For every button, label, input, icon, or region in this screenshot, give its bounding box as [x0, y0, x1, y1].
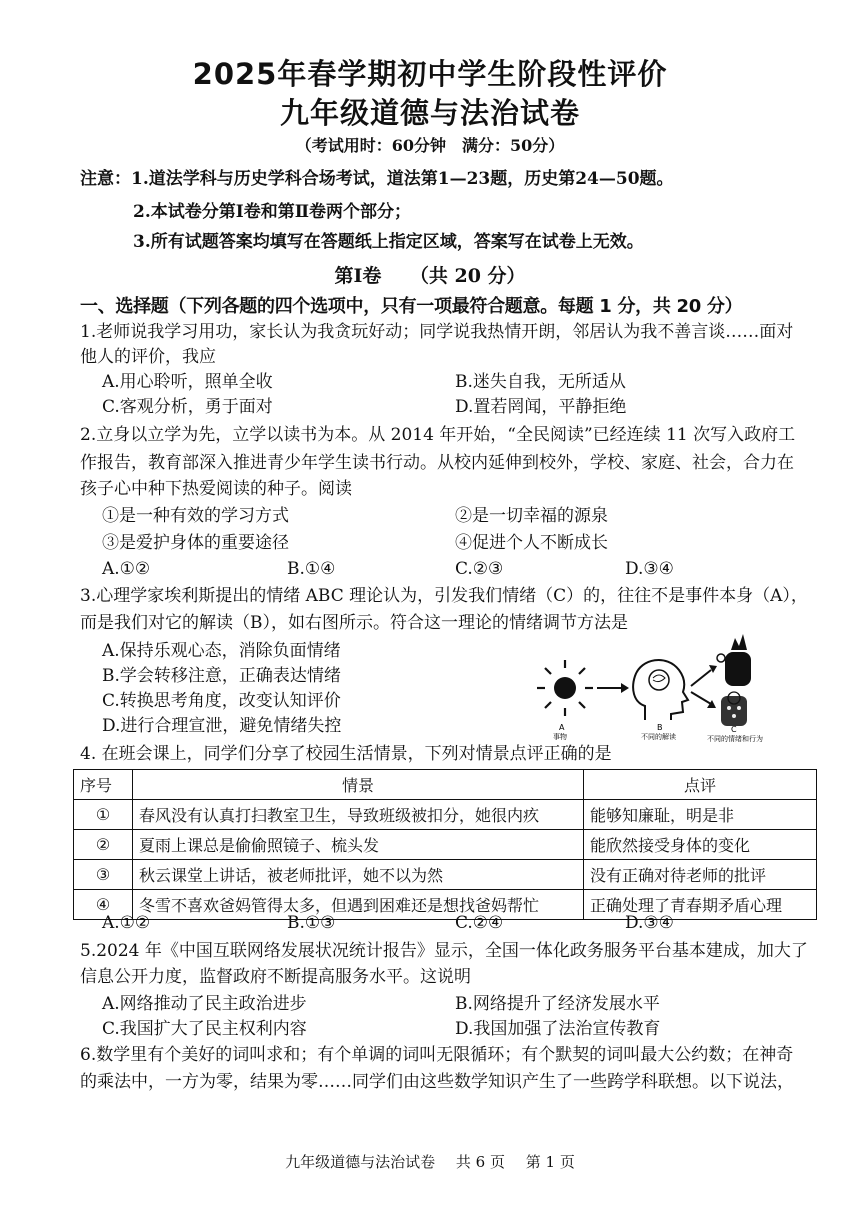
q3-option-c: C.转换思考角度，改变认知评价 [102, 691, 341, 711]
table-cell-index: ① [74, 800, 133, 830]
q2-option-c: C.②③ [455, 559, 504, 579]
table-cell-comment: 能够知廉耻，明是非 [584, 800, 817, 830]
figure-label-c-text: 不同的情绪和行为 [707, 735, 763, 742]
q1-option-c: C.客观分析，勇于面对 [102, 397, 273, 417]
arrow-icon [597, 683, 629, 693]
table-header-row [74, 770, 817, 800]
table-header-index: 序号 [74, 770, 133, 800]
table-cell-comment: 能欣然接受身体的变化 [584, 830, 817, 860]
figure-label-a: A [559, 723, 565, 732]
table-cell-scene: 夏雨上课总是偷偷照镜子、梳头发 [133, 830, 584, 860]
table-cell-index: ④ [74, 890, 133, 920]
q2-stem-line1: 2.立身以立学为先，立学以读书为本。从 2014 年开始，“全民阅读”已经连续 11 次写入政府工 [80, 425, 796, 445]
table-row [74, 800, 817, 830]
q4-stem: 4. 在班会课上，同学们分享了校园生活情景，下列对情景点评正确的是 [80, 744, 612, 764]
table-row [74, 830, 817, 860]
q3-option-a: A.保持乐观心态，消除负面情绪 [102, 641, 341, 661]
exam-time-score: （考试用时：60分钟 满分：50分） [295, 136, 565, 155]
table-cell-scene: 春风没有认真打扫教室卫生，导致班级被扣分，她很内疚 [133, 800, 584, 830]
q4-option-d: D.③④ [625, 913, 674, 933]
table-cell-comment: 正确处理了青春期矛盾心理 [584, 890, 817, 920]
figure-label-b-text: 不同的解读 [641, 733, 676, 741]
q4-option-a: A.①② [102, 913, 151, 933]
table-cell-comment: 没有正确对待老师的批评 [584, 860, 817, 890]
note-1: 注意：1.道法学科与历史学科合场考试，道法第1—23题，历史第24—50题。 [80, 169, 674, 189]
figure-label-c: C [731, 725, 737, 734]
head-thinking-icon [633, 660, 688, 720]
q2-item-3: ③是爱护身体的重要途径 [102, 533, 289, 553]
q5-option-d: D.我国加强了法治宣传教育 [455, 1019, 661, 1039]
table-cell-index: ② [74, 830, 133, 860]
table-row [74, 860, 817, 890]
q1-option-a: A.用心聆听，照单全收 [102, 372, 273, 392]
q4-option-b: B.①③ [287, 913, 336, 933]
q1-stem-line2: 他人的评价，我应 [80, 347, 216, 367]
angry-emotion-icon [717, 634, 751, 686]
q5-option-c: C.我国扩大了民主权利内容 [102, 1019, 307, 1039]
q2-item-2: ②是一切幸福的源泉 [455, 506, 608, 526]
table-header-comment: 点评 [584, 770, 817, 800]
q4-table [73, 769, 817, 920]
q2-stem-line3: 孩子心中种下热爱阅读的种子。阅读 [80, 479, 352, 499]
table-cell-scene: 秋云课堂上讲话，被老师批评，她不以为然 [133, 860, 584, 890]
abc-theory-figure [535, 632, 775, 742]
footer-title: 九年级道德与法治试卷 [285, 1153, 436, 1171]
q3-stem-line2: 而是我们对它的解读（B），如右图所示。符合这一理论的情绪调节方法是 [80, 613, 628, 633]
calm-emotion-icon [721, 692, 747, 726]
q5-stem-line2: 信息公开力度，监督政府不断提高服务水平。这说明 [80, 967, 471, 987]
q1-option-d: D.置若罔闻，平静拒绝 [455, 397, 627, 417]
q2-item-1: ①是一种有效的学习方式 [102, 506, 289, 526]
table-cell-scene: 冬雪不喜欢爸妈管得太多，但遇到困难还是想找爸妈帮忙 [133, 890, 584, 920]
sun-event-icon [537, 660, 593, 716]
exam-title: 2025年春学期初中学生阶段性评价 [192, 57, 668, 91]
q4-option-c: C.②④ [455, 913, 504, 933]
q5-option-b: B.网络提升了经济发展水平 [455, 994, 660, 1014]
q3-option-b: B.学会转移注意，正确表达情绪 [102, 666, 341, 686]
q5-stem-line1: 5.2024 年《中国互联网络发展状况统计报告》显示，全国一体化政务服务平台基本建成，加大了 [80, 941, 808, 961]
figure-label-a-text: 事物 [553, 733, 567, 741]
figure-label-b: B [657, 723, 663, 732]
footer-total-pages: 共 6 页 [455, 1153, 505, 1171]
q2-option-a: A.①② [102, 559, 151, 579]
q2-stem-line2: 作报告，教育部深入推进青少年学生读书行动。从校内延伸到校外，学校、家庭、社会，合力在 [80, 453, 794, 473]
table-cell-index: ③ [74, 860, 133, 890]
q6-stem-line1: 6.数学里有个美好的词叫求和；有个单调的词叫无限循环；有个默契的词叫最大公约数；在神奇 [80, 1045, 794, 1065]
table-row [74, 890, 817, 920]
split-arrows-icon [691, 665, 717, 708]
note-2: 2.本试卷分第Ⅰ卷和第Ⅱ卷两个部分； [133, 202, 412, 222]
footer-page-number: 第 1 页 [525, 1153, 575, 1171]
q6-stem-line2: 的乘法中，一方为零，结果为零……同学们由这些数学知识产生了一些跨学科联想。以下说法， [80, 1072, 794, 1092]
section-title: 一、选择题（下列各题的四个选项中，只有一项最符合题意。每题 1 分，共 20 分） [80, 296, 743, 317]
note-3: 3.所有试题答案均填写在答题纸上指定区域，答案写在试卷上无效。 [133, 232, 644, 252]
section-header: 第Ⅰ卷 （共 20 分） [334, 265, 526, 287]
q5-option-a: A.网络推动了民主政治进步 [102, 994, 307, 1014]
q3-stem-line1: 3.心理学家埃利斯提出的情绪 ABC 理论认为，引发我们情绪（C）的，往往不是事件本身（A）， [80, 586, 808, 606]
q1-option-b: B.迷失自我，无所适从 [455, 372, 626, 392]
q2-option-d: D.③④ [625, 559, 674, 579]
q3-option-d: D.进行合理宣泄，避免情绪失控 [102, 716, 342, 736]
page-footer [0, 1151, 860, 1172]
q2-option-b: B.①④ [287, 559, 336, 579]
q2-item-4: ④促进个人不断成长 [455, 533, 608, 553]
exam-subject-title: 九年级道德与法治试卷 [279, 96, 580, 130]
q1-stem-line1: 1.老师说我学习用功，家长认为我贪玩好动；同学说我热情开朗，邻居认为我不善言谈……面对 [80, 322, 794, 342]
table-header-scene: 情景 [133, 770, 584, 800]
